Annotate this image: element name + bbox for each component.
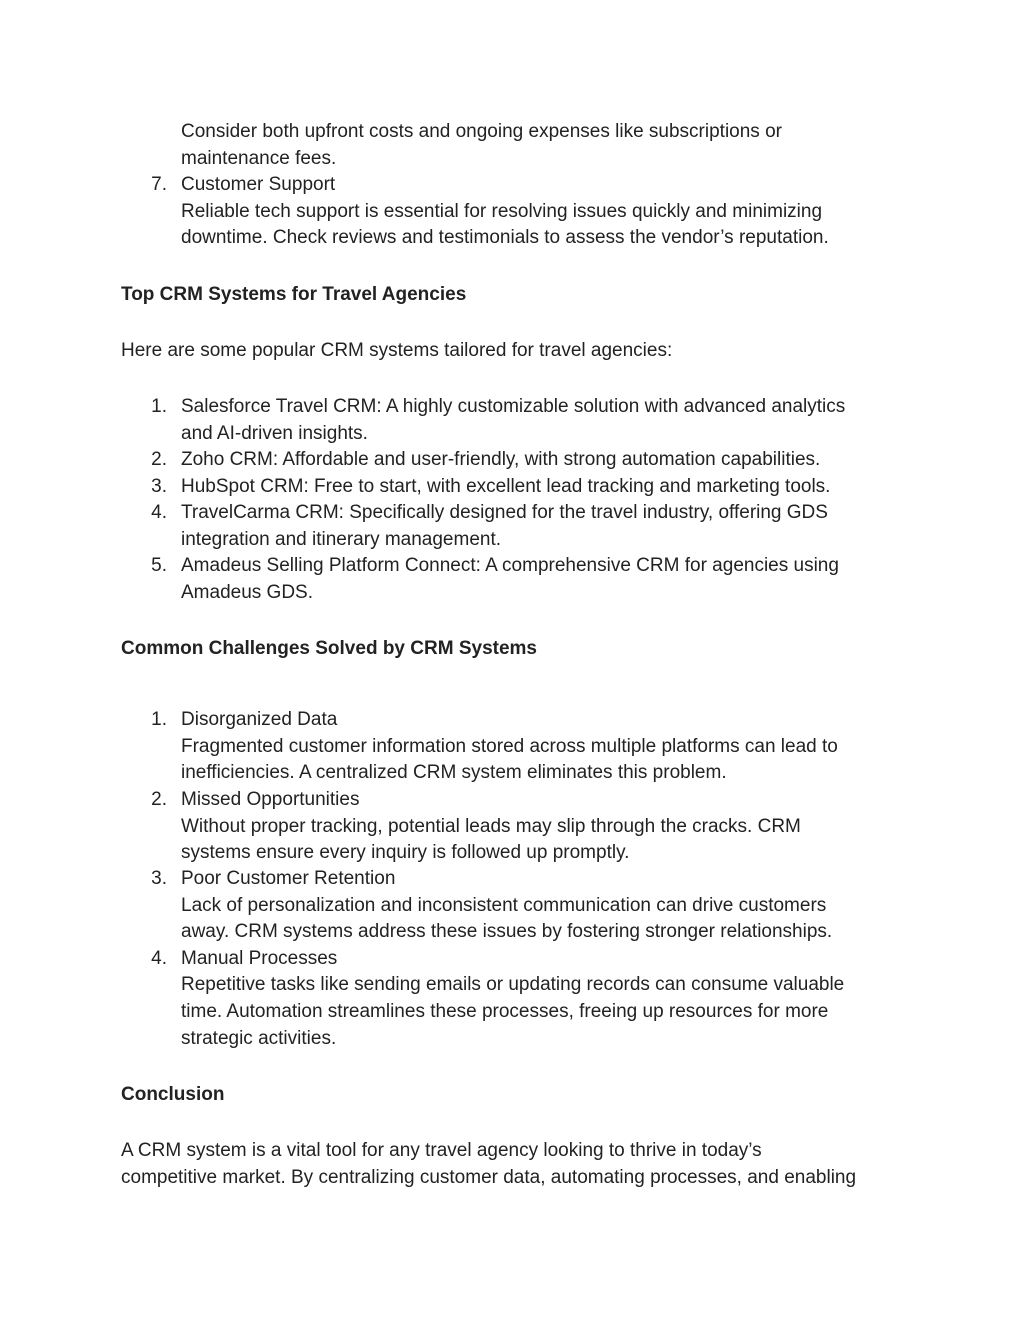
paragraph-line: away. CRM systems address these issues by fostering stronger relationships. [181,921,833,942]
list-item-title: Poor Customer Retention [181,868,396,889]
list-number: 7. [151,174,167,195]
section-heading: Top CRM Systems for Travel Agencies [121,284,467,305]
paragraph-line: Fragmented customer information stored across multiple platforms can lead to [181,736,838,757]
list-item-title: Manual Processes [181,948,338,969]
list-number: 4. [151,502,167,523]
paragraph-line: Consider both upfront costs and ongoing expenses like subscriptions or [181,121,782,142]
list-number: 3. [151,868,167,889]
paragraph-line: downtime. Check reviews and testimonials to assess the vendor’s reputation. [181,227,829,248]
paragraph-line: time. Automation streamlines these processes, freeing up resources for more [181,1001,829,1022]
list-item: HubSpot CRM: Free to start, with excellent lead tracking and marketing tools. [181,476,831,497]
section-heading: Conclusion [121,1084,225,1105]
list-number: 2. [151,449,167,470]
list-number: 3. [151,476,167,497]
list-item: Salesforce Travel CRM: A highly customizable solution with advanced analytics [181,396,846,417]
paragraph-line: Reliable tech support is essential for resolving issues quickly and minimizing [181,201,823,222]
list-item-title: Customer Support [181,174,336,195]
paragraph-line: A CRM system is a vital tool for any travel agency looking to thrive in today’s [121,1140,762,1161]
paragraph-line: Lack of personalization and inconsistent communication can drive customers [181,895,827,916]
list-item: TravelCarma CRM: Specifically designed for the travel industry, offering GDS [181,502,828,523]
list-item: Zoho CRM: Affordable and user-friendly, with strong automation capabilities. [181,449,821,470]
paragraph-line: systems ensure every inquiry is followed up promptly. [181,842,630,863]
section-heading: Common Challenges Solved by CRM Systems [121,638,537,659]
list-item-cont: Amadeus GDS. [181,582,313,603]
list-item-cont: integration and itinerary management. [181,529,502,550]
paragraph-line: competitive market. By centralizing customer data, automating processes, and enabling [121,1167,857,1188]
list-item-cont: and AI-driven insights. [181,423,368,444]
list-item: Amadeus Selling Platform Connect: A comprehensive CRM for agencies using [181,555,839,576]
paragraph-line: strategic activities. [181,1028,337,1049]
section-intro: Here are some popular CRM systems tailored for travel agencies: [121,340,673,361]
list-number: 1. [151,709,167,730]
list-number: 4. [151,948,167,969]
list-number: 1. [151,396,167,417]
paragraph-line: inefficiencies. A centralized CRM system eliminates this problem. [181,762,727,783]
paragraph-line: maintenance fees. [181,148,337,169]
list-number: 2. [151,789,167,810]
list-item-title: Disorganized Data [181,709,338,730]
list-number: 5. [151,555,167,576]
paragraph-line: Repetitive tasks like sending emails or updating records can consume valuable [181,974,845,995]
paragraph-line: Without proper tracking, potential leads may slip through the cracks. CRM [181,816,801,837]
list-item-title: Missed Opportunities [181,789,360,810]
